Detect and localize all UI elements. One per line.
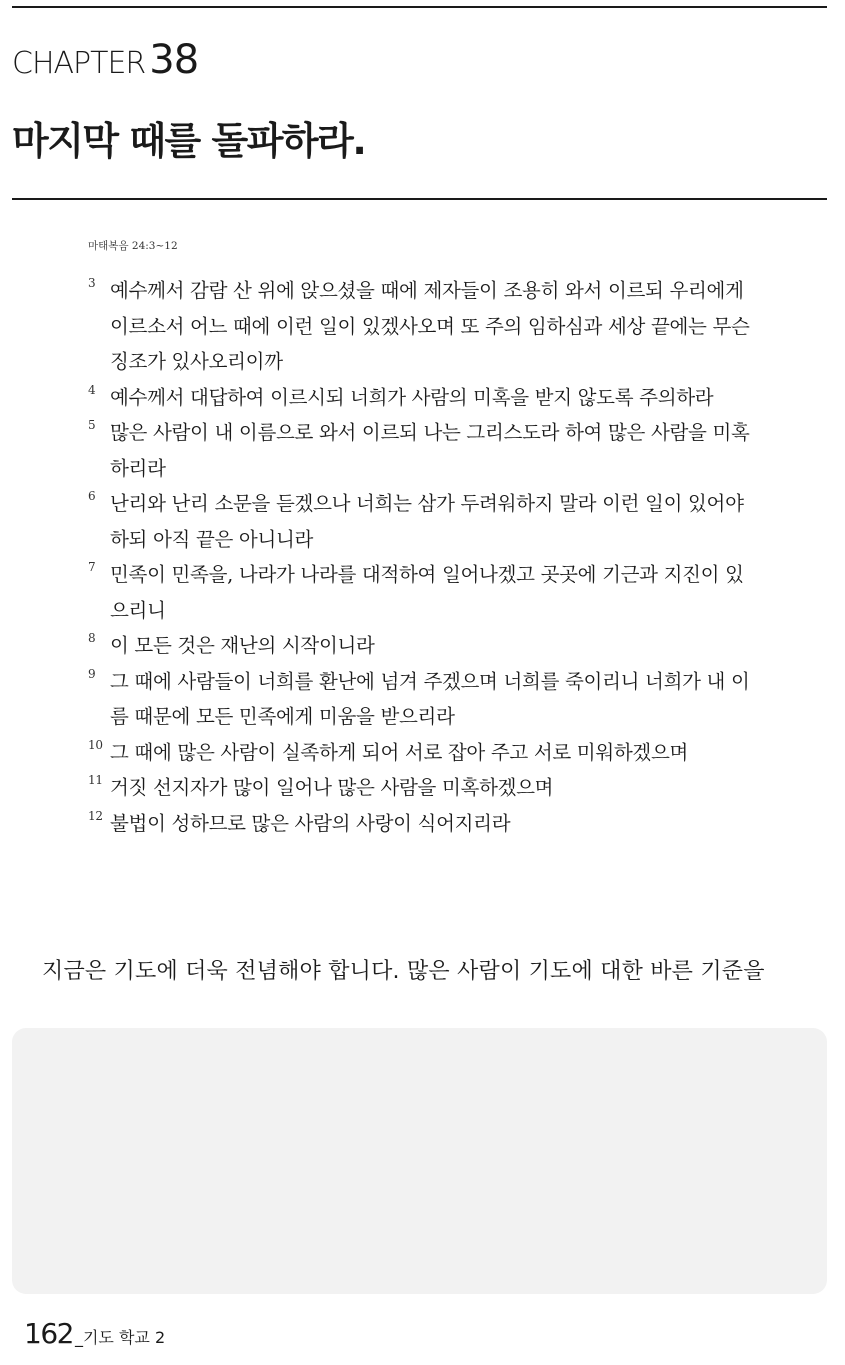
- verse-text: 이 모든 것은 재난의 시작이니라: [110, 634, 375, 657]
- verse-text: 예수께서 감람 산 위에 앉으셨을 때에 제자들이 조용히 와서 이르되 우리에게 이르소서 어느 때에 이런 일이 있겠사오며 또 주의 임하심과 세상 끝에는 무슨 징조가 있사오리이까: [110, 279, 750, 373]
- verse: [88, 486, 753, 557]
- verse-text: 그 때에 사람들이 너희를 환난에 넘겨 주겠으며 너희를 죽이리니 너희가 내 이름 때문에 모든 민족에게 미움을 받으리라: [110, 669, 750, 728]
- verse: [88, 735, 753, 771]
- verse-number: 9: [88, 666, 96, 681]
- verse: [88, 273, 753, 380]
- verse-number: 5: [88, 418, 96, 432]
- verse-text: 불법이 성하므로 많은 사람의 사랑이 식어지리라: [110, 811, 511, 835]
- verse-number: 10: [88, 737, 103, 752]
- chapter-heading: [12, 37, 199, 83]
- page-title: 마지막 때를 돌파하라.: [12, 119, 366, 163]
- book-title: _기도 학교 2: [74, 1328, 166, 1347]
- verse-text: 예수께서 대답하여 이르시되 너희가 사람의 미혹을 받지 않도록 주의하라: [110, 385, 714, 409]
- verse-number: 6: [88, 489, 96, 503]
- scripture-reference: 마태복음 24:3~12: [88, 240, 178, 252]
- verse-text: 많은 사람이 내 이름으로 와서 이르되 나는 그리스도라 하여 많은 사람을 미혹하리라: [110, 421, 750, 480]
- verse: [88, 380, 753, 416]
- verse-number: 3: [88, 276, 96, 290]
- verse-text: 그 때에 많은 사람이 실족하게 되어 서로 잡아 주고 서로 미워하겠으며: [110, 740, 689, 764]
- title-divider: [12, 198, 827, 200]
- page-number: 162: [24, 1317, 73, 1350]
- verse-text: 난리와 난리 소문을 듣겠으나 너희는 삼가 두려워하지 말라 이런 일이 있어야 하되 아직 끝은 아니니라: [110, 492, 744, 551]
- top-rule: [12, 6, 827, 8]
- verse: [88, 664, 753, 735]
- verse-number: 4: [88, 382, 96, 397]
- chapter-label: CHAPTER: [12, 46, 146, 81]
- verse: [88, 557, 753, 628]
- body-paragraph: 지금은 기도에 더욱 전념해야 합니다. 많은 사람이 기도에 대한 바른 기준을: [42, 959, 765, 984]
- verse-text: 거짓 선지자가 많이 일어나 많은 사람을 미혹하겠으며: [110, 776, 554, 799]
- verse: [88, 628, 753, 664]
- verse-number: 8: [88, 631, 96, 645]
- verse-list: [88, 273, 753, 841]
- verse: [88, 770, 753, 806]
- verse-number: 7: [88, 560, 96, 574]
- verse: [88, 806, 753, 842]
- verse-text: 민족이 민족을, 나라가 나라를 대적하여 일어나겠고 곳곳에 기근과 지진이 있으리니: [110, 563, 744, 622]
- verse: [88, 415, 753, 486]
- chapter-number: 38: [149, 37, 199, 83]
- verse-number: 12: [88, 808, 103, 823]
- image-placeholder: [12, 1028, 827, 1294]
- verse-number: 11: [88, 773, 103, 787]
- page-footer: [24, 1317, 166, 1350]
